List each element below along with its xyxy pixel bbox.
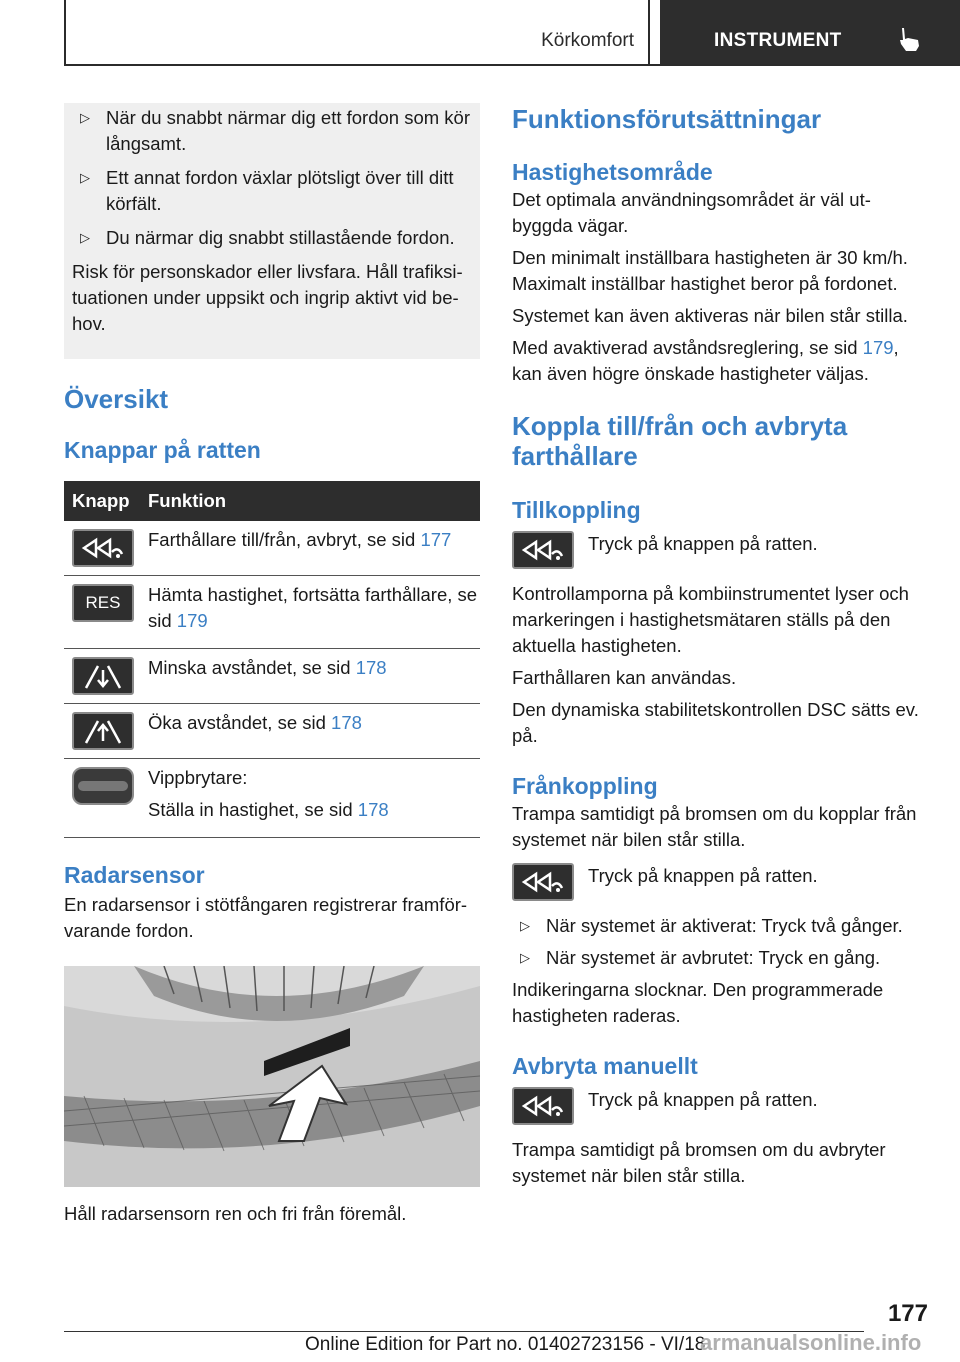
cruise-control-icon	[512, 863, 574, 901]
instruction-row: Tryck på knappen på ratten.	[512, 1087, 928, 1125]
cruise-control-icon	[512, 531, 574, 569]
pointing-hand-icon	[896, 26, 922, 52]
right-column	[512, 103, 928, 1189]
triangle-bullet-icon: ▷	[80, 170, 90, 185]
speed-heading: Hastighetsområde	[512, 159, 713, 185]
page-link[interactable]: 178	[357, 799, 389, 820]
list-item: ▷ När du snabbt närmar dig ett fordon som kör långsamt.	[72, 103, 472, 157]
list-item: ▷ Ett annat fordon växlar plötsligt över till ditt körfält.	[72, 165, 472, 217]
paragraph: Den dynamiska stabilitetskontrollen DSC sätts ev. på.	[512, 699, 919, 746]
table-row: RES Hämta hastighet, fortsätta farthållare, se sid 179	[64, 576, 480, 649]
radar-text: En radarsensor i stötfångaren registrerar framför-varande fordon.	[64, 894, 468, 941]
paragraph: Det optimala användningsområdet är väl ut-byggda vägar.	[512, 189, 871, 236]
page-link[interactable]: 178	[331, 712, 362, 733]
cruise-control-icon	[72, 529, 134, 567]
cancel-heading: Avbryta manuellt	[512, 1053, 698, 1079]
table-row: Vippbrytare: Ställa in hastighet, se sid 178	[64, 759, 480, 838]
paragraph: Kontrollamporna på kombiinstrumentet lyser och markeringen i hastighetsmätaren ställs på den aktuella hastigheten.	[512, 583, 909, 656]
header-chapter-tab	[660, 0, 960, 66]
paragraph: Den minimalt inställbara hastigheten är 30 km/h. Maximalt inställbar hastighet beror på fordonet.	[512, 247, 908, 294]
buttons-heading: Knappar på ratten	[64, 437, 261, 463]
toggle-heading: Koppla till/från och avbryta farthållare	[512, 411, 848, 471]
paragraph: Farthållaren kan användas.	[512, 667, 737, 688]
radar-caption: Håll radarsensorn ren och fri från föremål.	[64, 1203, 407, 1224]
triangle-bullet-icon: ▷	[80, 230, 90, 245]
edition-text: Online Edition for Part no. 01402723156 - VI/18	[305, 1334, 706, 1355]
left-column	[64, 103, 480, 1227]
rocker-switch-icon	[72, 767, 134, 805]
paragraph: Med avaktiverad avståndsreglering, se sid 179, kan även högre önskade hastigheter väljas.	[512, 337, 899, 384]
page-link[interactable]: 179	[862, 337, 894, 358]
warning-text: Risk för personskador eller livsfara. Håll trafiksi-tuationen under uppsikt och ingrip aktivt vid be-hov.	[72, 261, 463, 334]
triangle-bullet-icon: ▷	[80, 110, 90, 125]
off-heading: Frånkoppling	[512, 773, 658, 799]
paragraph: Indikeringarna slocknar. Den programmerade hastigheten raderas.	[512, 979, 884, 1026]
table-header-button: Knapp	[64, 481, 144, 521]
list-item: ▷ När systemet är aktiverat: Tryck två gånger.	[512, 913, 928, 939]
res-button-icon: RES	[72, 584, 134, 622]
paragraph: Trampa samtidigt på bromsen om du avbryter systemet när bilen står stilla.	[512, 1139, 886, 1186]
list-item: ▷ När systemet är avbrutet: Tryck en gång.	[512, 945, 928, 971]
header-rule	[64, 64, 960, 66]
increase-distance-icon	[72, 712, 134, 750]
table-row: Minska avståndet, se sid 178	[64, 649, 480, 704]
func-heading: Funktionsförutsättningar	[512, 104, 822, 134]
decrease-distance-icon	[72, 657, 134, 695]
overview-heading: Översikt	[64, 384, 169, 414]
paragraph: Systemet kan även aktiveras när bilen står stilla.	[512, 305, 908, 326]
buttons-table	[64, 481, 480, 838]
page-link[interactable]: 178	[355, 657, 387, 678]
on-heading: Tillkoppling	[512, 497, 641, 523]
cruise-control-icon	[512, 1087, 574, 1125]
instruction-row: Tryck på knappen på ratten.	[512, 531, 928, 569]
watermark: armanualsonline.info	[700, 1330, 922, 1355]
header-chapter-title: INSTRUMENT	[714, 30, 842, 51]
page-link[interactable]: 179	[176, 610, 208, 631]
triangle-bullet-icon: ▷	[520, 918, 530, 933]
page-number: 177	[887, 1300, 928, 1327]
page-link[interactable]: 177	[420, 529, 452, 550]
table-row: Öka avståndet, se sid 178	[64, 704, 480, 759]
triangle-bullet-icon: ▷	[520, 950, 530, 965]
instruction-row: Tryck på knappen på ratten.	[512, 863, 928, 901]
table-row: Farthållare till/från, avbryt, se sid 177	[64, 521, 480, 576]
list-item: ▷ Du närmar dig snabbt stillastående fordon.	[72, 225, 472, 251]
radar-heading: Radarsensor	[64, 862, 205, 888]
table-header-function: Funktion	[144, 481, 480, 521]
radar-sensor-illustration	[64, 966, 480, 1187]
paragraph: Trampa samtidigt på bromsen om du kopplar från systemet när bilen står stilla.	[512, 803, 917, 850]
safety-note-box	[64, 103, 480, 359]
header-section-title: Körkomfort	[541, 30, 634, 51]
